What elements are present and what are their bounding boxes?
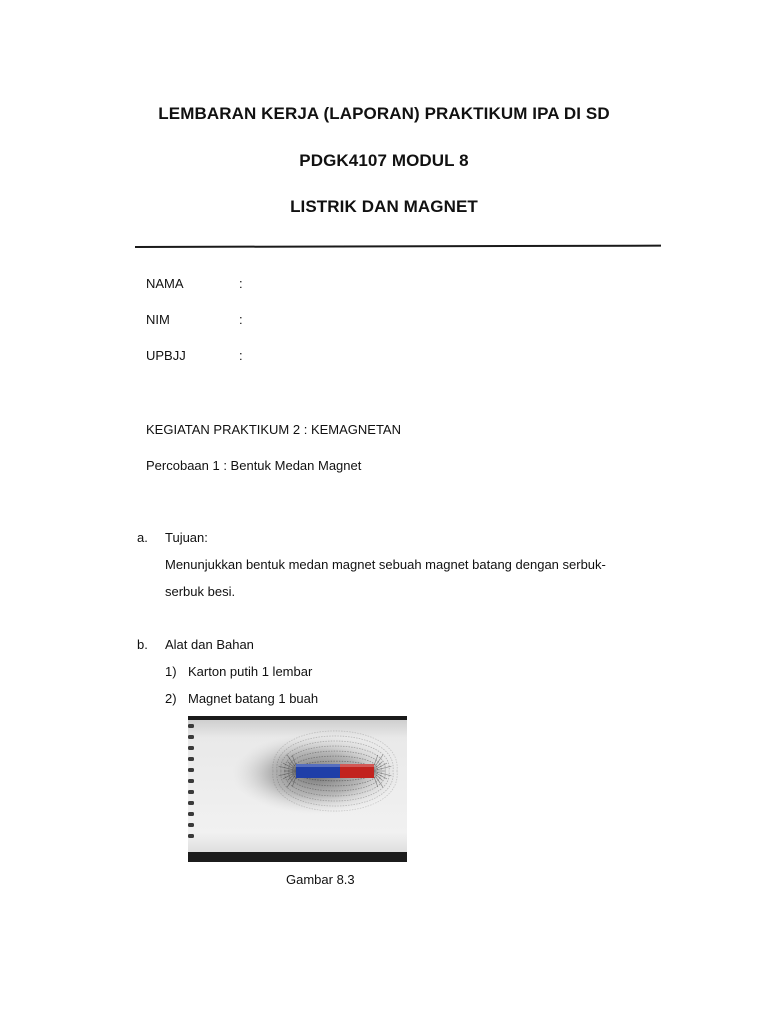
field-upbjj-colon: : — [239, 348, 243, 363]
materials-item-number: 1) — [165, 664, 177, 679]
module-topic: LISTRIK DAN MAGNET — [290, 197, 478, 216]
experiment-title: Percobaan 1 : Bentuk Medan Magnet — [146, 458, 362, 473]
field-nim-label: NIM — [146, 312, 170, 327]
spiral-ring — [188, 801, 194, 805]
field-nama-label: NAMA — [146, 276, 184, 291]
spiral-ring — [188, 724, 194, 728]
spiral-ring — [188, 779, 194, 783]
spiral-ring — [188, 823, 194, 827]
spiral-ring — [188, 757, 194, 761]
materials-item-number: 2) — [165, 691, 177, 706]
field-nama-colon: : — [239, 276, 243, 291]
materials-item-text: Magnet batang 1 buah — [188, 691, 319, 706]
objective-text-line1: Menunjukkan bentuk medan magnet sebuah magnet batang dengan serbuk- — [165, 557, 606, 572]
materials-item-text: Karton putih 1 lembar — [188, 664, 313, 679]
magnet-highlight — [296, 764, 374, 767]
spiral-ring — [188, 768, 194, 772]
spiral-ring — [188, 735, 194, 739]
module-code: PDGK4107 MODUL 8 — [299, 151, 469, 170]
objective-text-line2: serbuk besi. — [165, 584, 236, 599]
activity-title: KEGIATAN PRAKTIKUM 2 : KEMAGNETAN — [146, 422, 401, 437]
section-b-marker: b. — [137, 637, 148, 652]
spiral-ring — [188, 812, 194, 816]
spiral-ring — [188, 790, 194, 794]
header-divider — [135, 245, 661, 248]
magnet-field-photo — [188, 716, 407, 862]
section-b-heading: Alat dan Bahan — [165, 637, 254, 652]
field-upbjj-label: UPBJJ — [146, 348, 186, 363]
figure-caption: Gambar 8.3 — [286, 872, 355, 887]
section-a-heading: Tujuan: — [165, 530, 208, 545]
spiral-ring — [188, 834, 194, 838]
photo-bottom-edge — [188, 852, 407, 862]
field-nim-colon: : — [239, 312, 243, 327]
spiral-ring — [188, 746, 194, 750]
section-a-marker: a. — [137, 530, 148, 545]
document-title: LEMBARAN KERJA (LAPORAN) PRAKTIKUM IPA DI SD — [158, 104, 610, 123]
photo-top-edge — [188, 716, 407, 720]
